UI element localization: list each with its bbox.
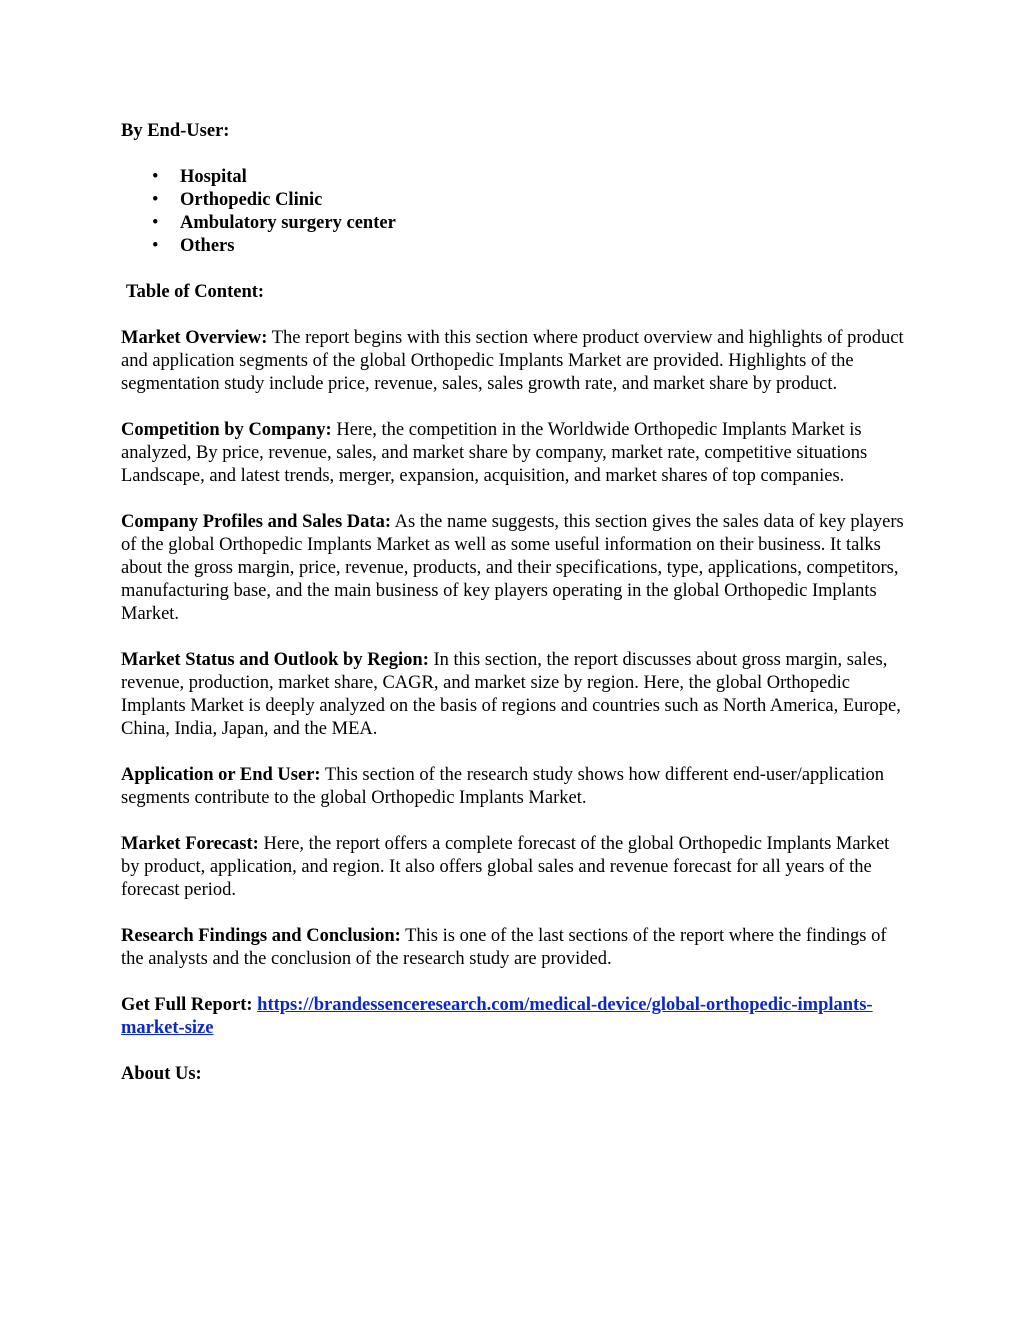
section-title: Application or End User: bbox=[121, 765, 321, 785]
list-item bbox=[121, 212, 911, 235]
section-market-forecast bbox=[121, 833, 911, 902]
toc-heading: Table of Content: bbox=[126, 282, 265, 302]
section-body: The report begins with this section where product overview and highlights of product and application segments of the global Orthopedic Implants Market are provided. Highlights of the segmentation study include price, revenue, sales, sales growth rate, and market share by product. bbox=[121, 328, 904, 394]
end-user-list bbox=[121, 166, 911, 258]
section-body: As the name suggests, this section gives the sales data of key players of the global Orthopedic Implants Market as well as some useful information on their business. It talks about the gross margin, price, revenue, products, and their specifications, type, applications, competitors, manufacturing base, and the main business of key players operating in the global Orthopedic Implants Market. bbox=[121, 512, 904, 624]
list-item-label: Hospital bbox=[180, 167, 247, 187]
section-application bbox=[121, 764, 911, 810]
full-report-label: Get Full Report: bbox=[121, 995, 253, 1015]
section-title: Competition by Company: bbox=[121, 420, 332, 440]
list-item bbox=[121, 235, 911, 258]
section-title: Market Overview: bbox=[121, 328, 268, 348]
list-item-label: Orthopedic Clinic bbox=[180, 190, 323, 210]
section-research-findings bbox=[121, 925, 911, 971]
section-title: Research Findings and Conclusion: bbox=[121, 926, 401, 946]
end-user-heading: By End-User: bbox=[121, 121, 230, 141]
section-body: This is one of the last sections of the report where the findings of the analysts and the conclusion of the research study are provided. bbox=[121, 926, 887, 969]
section-market-status bbox=[121, 649, 911, 741]
list-item bbox=[121, 166, 911, 189]
section-body: Here, the report offers a complete forecast of the global Orthopedic Implants Market by product, application, and region. It also offers global sales and revenue forecast for all years of the forecast period. bbox=[121, 834, 890, 900]
document-page bbox=[121, 120, 911, 1086]
list-item-label: Others bbox=[180, 236, 235, 256]
bullet-icon: • bbox=[152, 236, 159, 256]
full-report-link[interactable]: https://brandessenceresearch.com/medical-device/global-orthopedic-implants-market-size bbox=[121, 995, 873, 1038]
full-report bbox=[121, 994, 911, 1040]
section-body: This section of the research study shows how different end-user/application segments contribute to the global Orthopedic Implants Market. bbox=[121, 765, 885, 808]
section-title: Market Forecast: bbox=[121, 834, 259, 854]
section-title: Market Status and Outlook by Region: bbox=[121, 650, 429, 670]
bullet-icon: • bbox=[152, 190, 159, 210]
section-title: Company Profiles and Sales Data: bbox=[121, 512, 391, 532]
section-competition bbox=[121, 419, 911, 488]
about-heading: About Us: bbox=[121, 1064, 202, 1084]
section-market-overview bbox=[121, 327, 911, 396]
list-item-label: Ambulatory surgery center bbox=[180, 213, 396, 233]
bullet-icon: • bbox=[152, 167, 159, 187]
section-company-profiles bbox=[121, 511, 911, 626]
section-body: Here, the competition in the Worldwide Orthopedic Implants Market is analyzed, By price, revenue, sales, and market share by company, market rate, competitive situations Landscape, and latest trends, merger, expansion, acquisition, and market shares of top companies. bbox=[121, 420, 868, 486]
bullet-icon: • bbox=[152, 213, 159, 233]
section-body: In this section, the report discusses about gross margin, sales, revenue, production, market share, CAGR, and market size by region. Here, the global Orthopedic Implants Market is deeply analyzed on the basis of regions and countries such as North America, Europe, China, India, Japan, and the MEA. bbox=[121, 650, 901, 739]
list-item bbox=[121, 189, 911, 212]
